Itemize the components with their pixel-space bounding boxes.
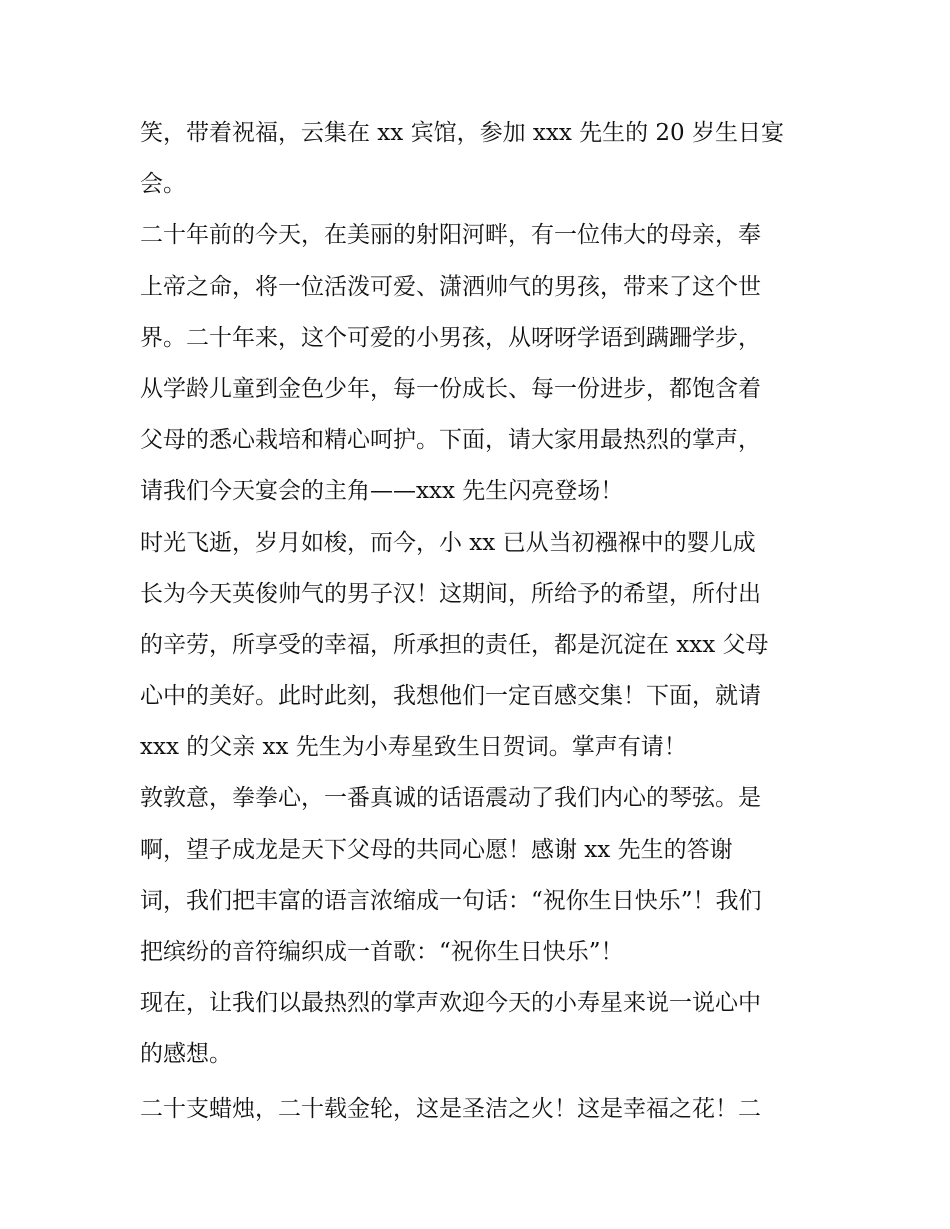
text-line: 上帝之命，将一位活泼可爱、潇洒帅气的男孩，带来了这个世 bbox=[140, 273, 761, 300]
text-line: 啊，望子成龙是天下父母的共同心愿！感谢 xx 先生的答谢 bbox=[140, 836, 733, 863]
text-line: 会。 bbox=[140, 171, 186, 198]
text-line: 的辛劳，所享受的幸福，所承担的责任，都是沉淀在 xxx 父母 bbox=[140, 631, 769, 658]
text-line: 现在，让我们以最热烈的掌声欢迎今天的小寿星来说一说心中 bbox=[140, 990, 761, 1017]
text-line: 二十年前的今天，在美丽的射阳河畔，有一位伟大的母亲，奉 bbox=[140, 222, 761, 249]
text-line: 词，我们把丰富的语言浓缩成一句话：“祝你生日快乐”！我们 bbox=[140, 887, 762, 914]
text-line: 敦敦意，拳拳心，一番真诚的话语震动了我们内心的琴弦。是 bbox=[140, 785, 761, 812]
text-line: 心中的美好。此时此刻，我想他们一定百感交集！下面，就请 bbox=[140, 683, 761, 710]
document-body bbox=[140, 108, 820, 1135]
text-line: 二十支蜡烛，二十载金轮，这是圣洁之火！这是幸福之花！二 bbox=[140, 1095, 761, 1122]
text-line: 请我们今天宴会的主角——xxx 先生闪亮登场！ bbox=[140, 478, 624, 505]
text-line: xxx 的父亲 xx 先生为小寿星致生日贺词。掌声有请！ bbox=[140, 734, 687, 761]
text-line: 长为今天英俊帅气的男子汉！这期间，所给予的希望，所付出 bbox=[140, 580, 761, 607]
text-line: 从学龄儿童到金色少年，每一份成长、每一份进步，都饱含着 bbox=[140, 375, 761, 402]
text-line: 时光飞逝，岁月如梭，而今，小 xx 已从当初襁褓中的婴儿成 bbox=[140, 529, 756, 556]
text-line: 把缤纷的音符编织成一首歌：“祝你生日快乐”！ bbox=[140, 939, 624, 965]
text-line: 的感想。 bbox=[140, 1041, 232, 1068]
text-line: 父母的悉心栽培和精心呵护。下面，请大家用最热烈的掌声， bbox=[140, 427, 761, 454]
text-line: 笑，带着祝福，云集在 xx 宾馆，参加 xxx 先生的 20 岁生日宴 bbox=[140, 120, 784, 146]
text-line: 界。二十年来，这个可爱的小男孩，从呀呀学语到蹒跚学步， bbox=[140, 324, 761, 351]
